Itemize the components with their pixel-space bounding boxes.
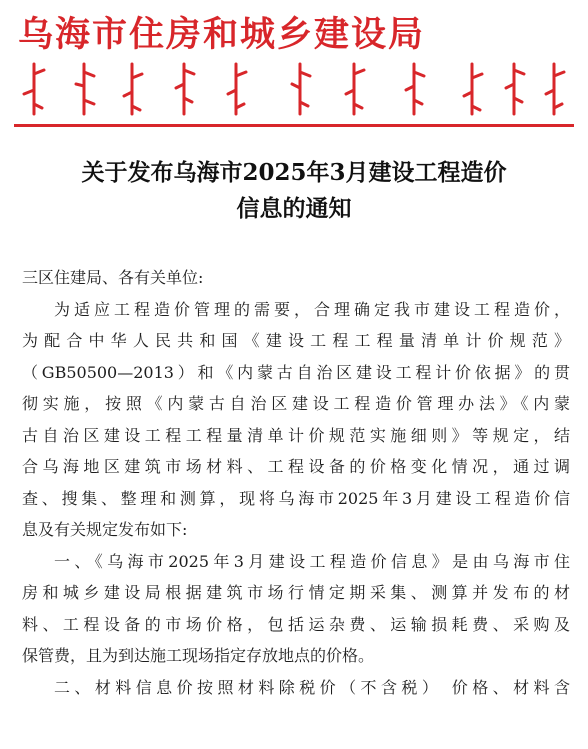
salutation: 三区住建局、各有关单位: [22, 268, 204, 287]
body-line: 料、工程设备的市场价格，包括运杂费、运输损耗费、采购及 [22, 614, 570, 634]
body-line: 古自治区建设工程工程量清单计价规范实施细则》等规定，结 [22, 425, 570, 445]
document-title [0, 155, 588, 227]
body-line: 合乌海地区建筑市场材料、工程设备的价格变化情况，通过调 [22, 457, 570, 476]
body-line: 息及有关规定发布如下: [22, 520, 188, 539]
body-line: 查、搜集、整理和测算，现将乌海市2025年3月建设工程造价信 [22, 488, 570, 508]
document-title-line-2: 信息的通知 [236, 195, 352, 222]
document-title-line-1: 关于发布乌海市2025年3月建设工程造价 [81, 159, 507, 186]
organization-name: 乌海市住房和城乡建设局 [18, 15, 426, 55]
body-line: 一、《乌海市2025年3月建设工程造价信息》是由乌海市住 [54, 551, 570, 571]
body-line: 房和城乡建设局根据建筑市场行情定期采集、测算并发布的材 [22, 583, 570, 602]
body-line: 为配合中华人民共和国《建设工程工程量清单计价规范》 [22, 331, 570, 350]
body-line: （GB50500—2013）和《内蒙古自治区建设工程计价依据》的贯 [22, 362, 570, 382]
body-line: 彻实施，按照《内蒙古自治区建设工程造价管理办法》《内蒙 [22, 394, 570, 413]
document-body [22, 262, 570, 703]
mongolian-script-org-name [14, 60, 574, 120]
body-line: 保管费，且为到达施工现场指定存放地点的价格。 [22, 646, 375, 665]
letterhead [0, 0, 588, 140]
body-line: 为适应工程造价管理的需要，合理确定我市建设工程造价， [54, 299, 570, 319]
body-line: 二、材料信息价按照材料除税价（不含税） 价格、材料含 [54, 677, 570, 697]
letterhead-divider [14, 124, 574, 127]
